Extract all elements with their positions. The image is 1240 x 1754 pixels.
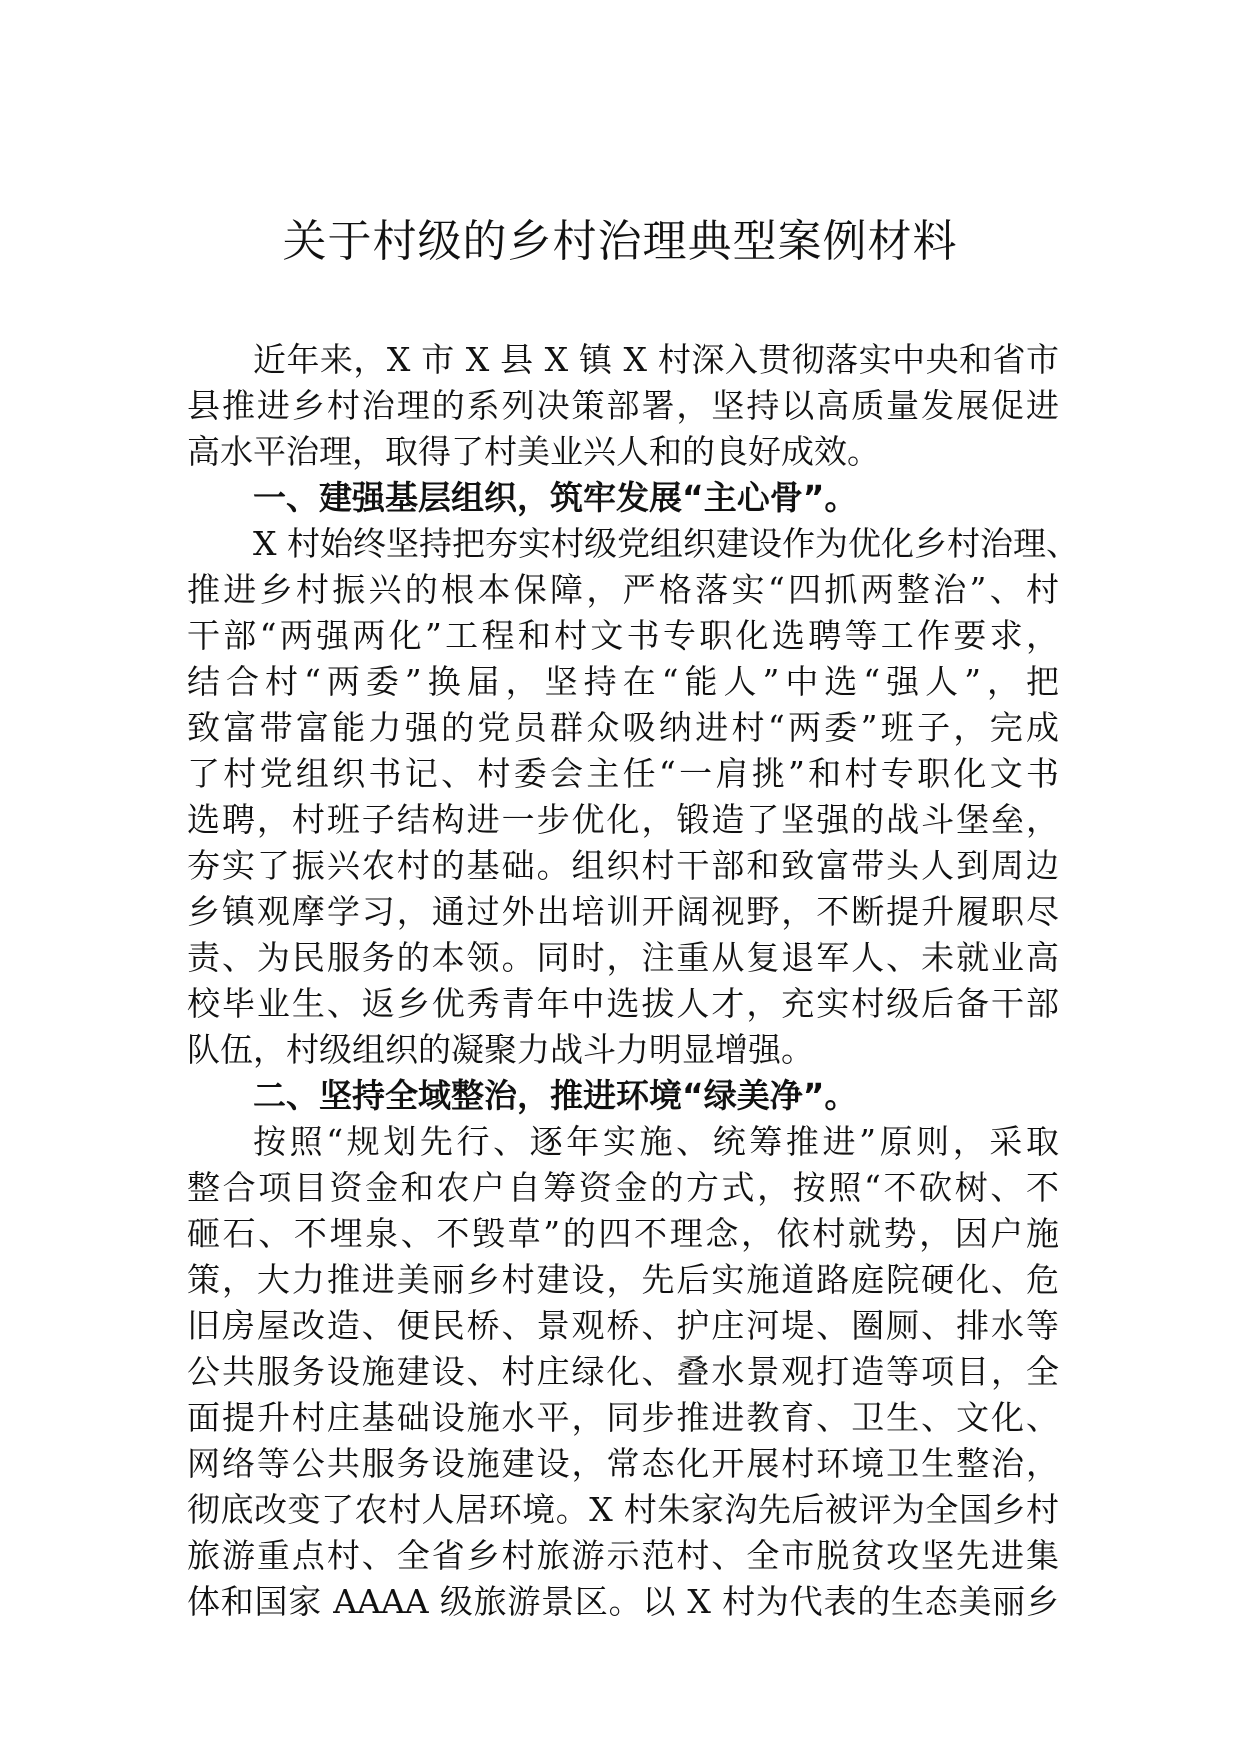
section-heading: 二、坚持全域整治，推进环境“绿美净”。 [253, 1076, 858, 1115]
text-line: 整合项目资金和农户自筹资金的方式，按照“不砍树、不 [187, 1168, 1059, 1207]
text-line: 结合村“两委”换届，坚持在“能人”中选“强人”，把 [187, 662, 1059, 701]
text-line: 网络等公共服务设施建设，常态化开展村环境卫生整治， [187, 1444, 1059, 1483]
text-line: 责、为民服务的本领。同时，注重从复退军人、未就业高 [187, 938, 1059, 977]
text-line: 选聘，村班子结构进一步优化，锻造了坚强的战斗堡垒， [187, 800, 1059, 839]
text-line: 推进乡村振兴的根本保障，严格落实“四抓两整治”、村 [187, 570, 1059, 609]
text-line: 面提升村庄基础设施水平，同步推进教育、卫生、文化、 [187, 1398, 1059, 1437]
text-line: 砸石、不埋泉、不毁草”的四不理念，依村就势，因户施 [187, 1214, 1059, 1253]
text-line: 致富带富能力强的党员群众吸纳进村“两委”班子，完成 [187, 708, 1059, 747]
text-line: 体和国家 AAAA 级旅游景区。以 X 村为代表的生态美丽乡 [187, 1582, 1059, 1621]
text-line: 干部“两强两化”工程和村文书专职化选聘等工作要求， [187, 616, 1059, 655]
text-line: 旅游重点村、全省乡村旅游示范村、全市脱贫攻坚先进集 [187, 1536, 1059, 1575]
document-body [187, 337, 1079, 1625]
text-line: 策，大力推进美丽乡村建设，先后实施道路庭院硬化、危 [187, 1260, 1059, 1299]
text-line: 近年来，X 市 X 县 X 镇 X 村深入贯彻落实中央和省市 [253, 340, 1059, 379]
text-line: 夯实了振兴农村的基础。组织村干部和致富带头人到周边 [187, 846, 1059, 885]
document-title: 关于村级的乡村治理典型案例材料 [282, 216, 958, 267]
text-line: 彻底改变了农村人居环境。X 村朱家沟先后被评为全国乡村 [187, 1490, 1059, 1529]
text-line: 按照“规划先行、逐年实施、统筹推进”原则，采取 [253, 1122, 1059, 1161]
text-line: X 村始终坚持把夯实村级党组织建设作为优化乡村治理、 [253, 524, 1079, 563]
text-line: 乡镇观摩学习，通过外出培训开阔视野，不断提升履职尽 [187, 892, 1059, 931]
text-line: 校毕业生、返乡优秀青年中选拔人才，充实村级后备干部 [187, 984, 1059, 1023]
section-heading: 一、建强基层组织，筑牢发展“主心骨”。 [253, 478, 858, 517]
text-line: 了村党组织书记、村委会主任“一肩挑”和村专职化文书 [187, 754, 1059, 793]
text-line: 队伍，村级组织的凝聚力战斗力明显增强。 [187, 1030, 814, 1069]
text-line: 县推进乡村治理的系列决策部署，坚持以高质量发展促进 [187, 386, 1059, 425]
text-line: 旧房屋改造、便民桥、景观桥、护庄河堤、圈厕、排水等 [187, 1306, 1059, 1345]
text-line: 高水平治理，取得了村美业兴人和的良好成效。 [187, 432, 880, 471]
text-line: 公共服务设施建设、村庄绿化、叠水景观打造等项目，全 [187, 1352, 1059, 1391]
